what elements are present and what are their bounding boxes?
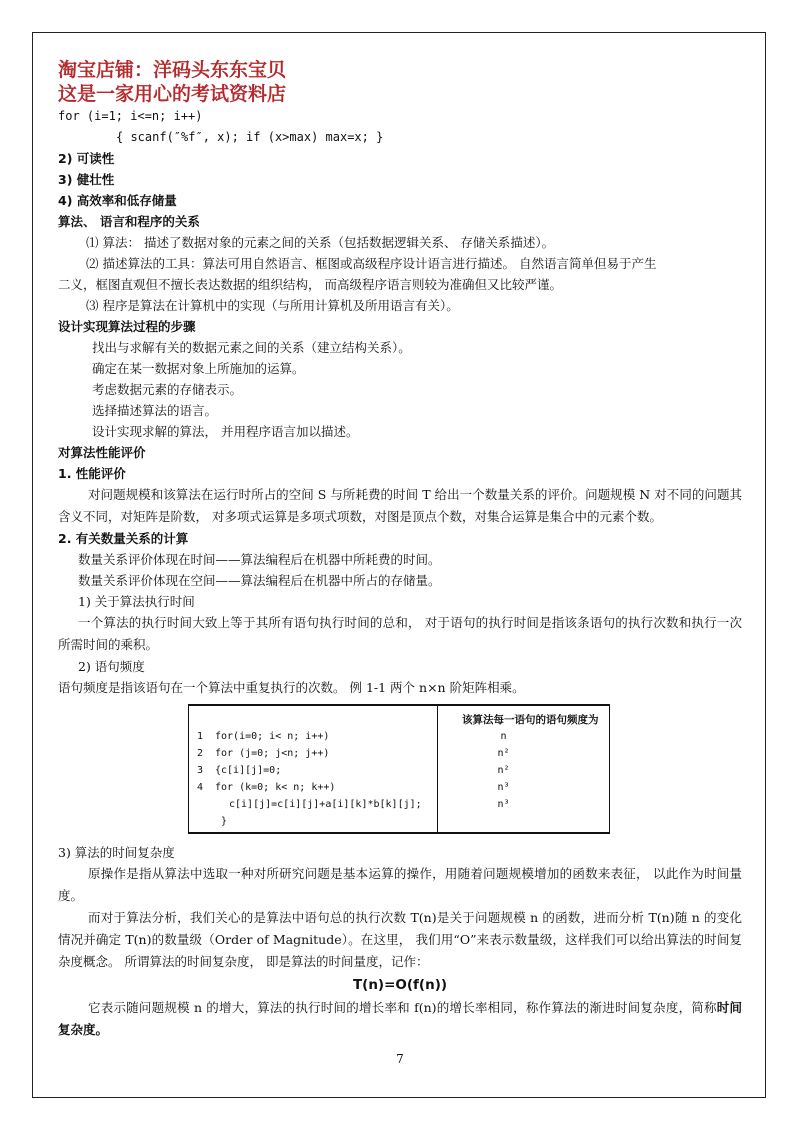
frequency-header: 该算法每一语句的语句频度为 (462, 714, 599, 726)
code-row (189, 813, 437, 830)
code-statement: } (221, 816, 228, 827)
formula-big-o: T(n)=O(f(n)) (352, 977, 448, 993)
frequency-value: n (500, 731, 507, 742)
document-body (58, 58, 742, 1041)
frequency-value: n³ (497, 799, 510, 810)
code-statement: for(i=0; i< n; i++) (215, 731, 330, 742)
code-line-number: 1 (197, 731, 204, 742)
frequency-value: n² (497, 748, 510, 759)
frequency-value (438, 813, 609, 830)
step-item: 考虑数据元素的存储表示。 (92, 382, 243, 397)
step-item: 选择描述算法的语言。 (92, 403, 218, 418)
frequency-column (438, 706, 609, 832)
code-line-for: for (i=1; i<=n; i++) (58, 109, 203, 123)
step-item: 找出与求解有关的数据元素之间的关系（建立结构关系）。 (92, 340, 411, 355)
heading-quantity: 2. 有关数量关系的计算 (58, 531, 189, 546)
subheading-exec-time: 1) 关于算法执行时间 (78, 594, 195, 609)
frequency-value: n³ (497, 782, 510, 793)
step-item: 确定在某一数据对象上所施加的运算。 (92, 361, 305, 376)
code-row (189, 779, 437, 796)
quantity-space: 数量关系评价体现在空间——算法编程后在机器中所占的存储量。 (78, 573, 441, 588)
item-readability: 2) 可读性 (58, 151, 115, 166)
relation-point-3: ⑶ 程序是算法在计算机中的实现（与所用计算机及所用语言有关）。 (86, 298, 459, 313)
heading-time-complexity: 3) 算法的时间复杂度 (58, 845, 175, 860)
paragraph-performance: 对问题规模和该算法在运行时所占的空间 S 与所耗费的时间 T 给出一个数量关系的评价。问题规模 N 对不同的问题其含义不同，对矩阵是阶数， 对多项式运算是多项式项数，对图是顶点个数，对集合运算是集合中的元素个数。 (58, 487, 742, 524)
relation-point-2a: ⑵ 描述算法的工具：算法可用自然语言、框图或高级程序设计语言进行描述。 自然语言简单但易于产生 (86, 256, 657, 271)
section-title-relation: 算法、 语言和程序的关系 (58, 214, 200, 229)
code-statement: {c[i][j]=0; (215, 765, 282, 776)
code-line-scanf: { scanf(″%f″, x); if (x>max) max=x; } (116, 130, 384, 144)
page-number: 7 (396, 1052, 404, 1066)
paragraph-primitive-op: 原操作是指从算法中选取一种对所研究问题是基本运算的操作，用随着问题规模增加的函数来表征， 以此作为时间量度。 (58, 866, 742, 903)
code-column (189, 706, 438, 832)
code-row (189, 745, 437, 762)
code-row (189, 762, 437, 779)
paragraph-asymptotic (58, 997, 742, 1041)
code-row (189, 728, 437, 745)
item-efficiency: 4) 高效率和低存储量 (58, 193, 177, 208)
section-title-steps: 设计实现算法过程的步骤 (58, 319, 196, 334)
asymptotic-text: 它表示随问题规模 n 的增大，算法的执行时间的增长率和 f(n)的增长率相同，称作算法的渐进时间复杂度，简称 (88, 1000, 717, 1015)
step-item: 设计实现求解的算法， 并用程序语言加以描述。 (92, 424, 359, 439)
code-line-number: 3 (197, 765, 204, 776)
relation-point-2b: 二义，框图直观但不擅长表达数据的组织结构， 而高级程序语言则较为准确但又比较严谨。 (58, 277, 562, 292)
asymptotic-term: 时间复杂度。 (58, 1000, 742, 1037)
frequency-table (188, 704, 610, 834)
code-row (189, 796, 437, 813)
heading-performance: 1. 性能评价 (58, 466, 126, 481)
code-statement: c[i][j]=c[i][j]+a[i][k]*b[k][j]; (229, 799, 422, 810)
quantity-time: 数量关系评价体现在时间——算法编程后在机器中所耗费的时间。 (78, 552, 441, 567)
relation-point-1: ⑴ 算法： 描述了数据对象的元素之间的关系（包括数据逻辑关系、 存储关系描述）。 (86, 235, 555, 250)
code-line-number: 4 (197, 782, 204, 793)
frequency-value: n² (497, 765, 510, 776)
paragraph-exec-time: 一个算法的执行时间大致上等于其所有语句执行时间的总和， 对于语句的执行时间是指该条语句的执行次数和执行一次所需时间的乘积。 (58, 615, 742, 652)
subheading-frequency: 2) 语句频度 (78, 659, 145, 674)
shop-title-line1: 淘宝店铺：洋码头东东宝贝 (58, 59, 287, 81)
item-robustness: 3) 健壮性 (58, 172, 115, 187)
section-title-evaluation: 对算法性能评价 (58, 445, 146, 460)
shop-title-line2: 这是一家用心的考试资料店 (58, 83, 287, 105)
paragraph-frequency: 语句频度是指该语句在一个算法中重复执行的次数。 例 1-1 两个 n×n 阶矩阵相乘。 (58, 680, 525, 695)
code-statement: for (j=0; j<n; j++) (215, 748, 330, 759)
code-line-number: 2 (197, 748, 204, 759)
paragraph-analysis: 而对于算法分析，我们关心的是算法中语句总的执行次数 T(n)是关于问题规模 n 的函数，进而分析 T(n)随 n 的变化情况并确定 T(n)的数量级（Order of Magnitude）。在这里， 我们用“O”来表示数量级，这样我们可以给出算法的时间复杂度概念。 所谓算法的时间复杂度， 即是算法的时间量度，记作： (58, 910, 742, 969)
code-statement: for (k=0; k< n; k++) (215, 782, 336, 793)
